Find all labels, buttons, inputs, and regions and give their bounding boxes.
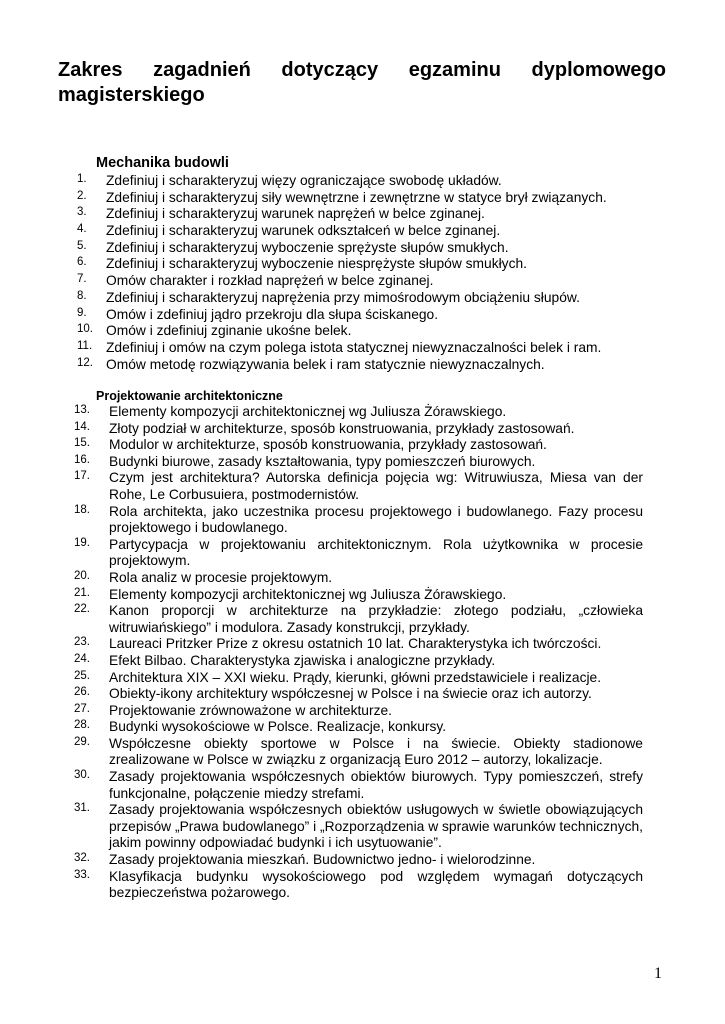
item-number: 28. (74, 719, 90, 732)
item-number: 29. (74, 735, 90, 748)
item-text: Zdefiniuj i omów na czym polega istota statycznej niewyznaczalności belek i ram. (106, 339, 602, 355)
item-text: Omów metodę rozwiązywania belek i ram statycznie niewyznaczalnych. (106, 356, 545, 372)
item-text: Zdefiniuj i scharakteryzuj wyboczenie niesprężyste słupów smukłych. (106, 256, 527, 272)
item-text: Budynki biurowe, zasady kształtowania, typy pomieszczeń biurowych. (109, 453, 536, 469)
list-item (0, 736, 725, 769)
item-text: Modulor w architekturze, sposób konstruowania, przykłady zastosowań. (109, 437, 547, 453)
item-number: 8. (77, 289, 87, 302)
item-text: Zasady projektowania współczesnych obiektów biurowych. Typy pomieszczeń, strefy funkcjonalne, połączenie miedzy strefami. (109, 769, 643, 801)
title-word: zagadnień (153, 59, 251, 81)
item-number: 11. (77, 339, 93, 352)
list-item (0, 340, 725, 357)
list-item (0, 256, 725, 273)
title-word: egzaminu (408, 59, 501, 81)
item-text: Klasyfikacja budynku wysokościowego pod względem wymagań dotyczących bezpieczeństwa pożarowego. (109, 868, 643, 901)
list-item (0, 206, 725, 223)
item-text: Kanon proporcji w architekturze na przykładzie: złotego podziału, „człowieka witruwiańskiego” i modulora. Zasady konstrukcji, przykłady. (109, 603, 643, 635)
list-item (0, 290, 725, 307)
list-item (0, 570, 725, 587)
item-number: 7. (77, 273, 87, 286)
item-text: Złoty podział w architekturze, sposób konstruowania, przykłady zastosowań. (109, 420, 575, 436)
item-number: 12. (77, 356, 93, 369)
item-text: Elementy kompozycji architektonicznej wg Juliusza Żórawskiego. (109, 586, 507, 602)
item-text: Zasady projektowania mieszkań. Budownictwo jedno- i wielorodzinne. (109, 852, 536, 868)
item-text: Czym jest architektura? Autorska definicja pojęcia wg: Witruwiusza, Miesa van der Rohe, Le Corbusuiera, postmodernistów. (109, 470, 643, 502)
item-text: Zasady projektowania współczesnych obiektów usługowych w świetle obowiązujących przepisów „Prawa budowlanego” i „Rozporządzenia w sprawie warunków technicznych, jakim powinny odpowiadać budynki i ich usytuowanie”. (109, 802, 643, 851)
item-number: 18. (74, 503, 90, 516)
list-item (0, 504, 725, 537)
item-number: 3. (77, 206, 87, 219)
item-number: 24. (74, 652, 90, 665)
list-item (0, 719, 725, 736)
list-item (0, 437, 725, 454)
title-word: Zakres (58, 59, 123, 81)
list-item (0, 537, 725, 570)
item-number: 19. (74, 536, 90, 549)
list-item (0, 223, 725, 240)
item-number: 17. (74, 470, 90, 483)
list-item (0, 587, 725, 604)
item-text: Partycypacja w projektowaniu architektonicznym. Rola użytkownika w procesie projektowym. (109, 536, 643, 569)
list-item (0, 323, 725, 340)
list-item (0, 190, 725, 207)
item-text: Zdefiniuj i scharakteryzuj więzy ograniczające swobodę układów. (106, 173, 502, 188)
item-number: 23. (74, 636, 90, 649)
list-item (0, 670, 725, 687)
page-number: 1 (654, 965, 662, 982)
item-text: Architektura XIX – XXI wieku. Prądy, kierunki, główni przedstawiciele i realizacje. (109, 669, 602, 685)
list-item (0, 653, 725, 670)
list-item (0, 421, 725, 438)
item-text: Obiekty-ikony architektury współczesnej w Polsce i na świecie oraz ich autorzy. (109, 686, 592, 702)
item-text: Efekt Bilbao. Charakterystyka zjawiska i analogiczne przykłady. (109, 652, 496, 668)
list-item (0, 703, 725, 720)
list-item (0, 273, 725, 290)
question-list-mechanika (0, 173, 725, 373)
item-number: 22. (74, 603, 90, 616)
item-number: 10. (77, 323, 93, 336)
item-number: 33. (74, 868, 90, 881)
list-item (0, 802, 725, 852)
item-number: 2. (77, 189, 87, 202)
item-number: 26. (74, 686, 90, 699)
item-number: 15. (74, 437, 90, 450)
item-number: 16. (74, 453, 90, 466)
item-number: 21. (74, 586, 90, 599)
list-item (0, 307, 725, 324)
item-text: Rola architekta, jako uczestnika procesu projektowego i budowlanego. Fazy procesu projektowego i budowlanego. (109, 503, 643, 536)
item-number: 27. (74, 702, 90, 715)
item-number: 14. (74, 420, 90, 433)
list-item (0, 357, 725, 374)
item-text: Projektowanie zrównoważone w architekturze. (109, 702, 392, 718)
list-item (0, 454, 725, 471)
document-title (58, 58, 666, 108)
list-item (0, 769, 725, 802)
item-text: Zdefiniuj i scharakteryzuj wyboczenie sprężyste słupów smukłych. (106, 239, 509, 255)
item-number: 9. (77, 306, 87, 319)
list-item (0, 470, 725, 503)
item-number: 1. (77, 173, 87, 185)
list-item (0, 404, 725, 421)
list-item (0, 603, 725, 636)
item-text: Zdefiniuj i scharakteryzuj warunek odkształceń w belce zginanej. (106, 223, 501, 239)
item-number: 31. (74, 802, 90, 815)
item-text: Laureaci Pritzker Prize z okresu ostatnich 10 lat. Charakterystyka ich twórczości. (109, 636, 602, 652)
item-number: 6. (77, 256, 87, 269)
item-text: Zdefiniuj i scharakteryzuj siły wewnętrzne i zewnętrzne w statyce brył związanych. (106, 189, 607, 205)
list-item (0, 869, 725, 902)
list-item (0, 852, 725, 869)
title-line-1 (58, 58, 666, 83)
item-text: Zdefiniuj i scharakteryzuj warunek naprężeń w belce zginanej. (106, 206, 485, 222)
item-text: Współczesne obiekty sportowe w Polsce i na świecie. Obiekty stadionowe zrealizowane w Polsce w związku z organizacją Euro 2012 – autorzy, lokalizacje. (109, 735, 643, 768)
item-number: 25. (74, 669, 90, 682)
item-number: 13. (74, 404, 90, 416)
item-number: 5. (77, 239, 87, 252)
item-text: Zdefiniuj i scharakteryzuj naprężenia przy mimośrodowym obciążeniu słupów. (106, 289, 580, 305)
item-number: 30. (74, 769, 90, 782)
title-word: dyplomowego (531, 59, 666, 81)
item-text: Omów i zdefiniuj zginanie ukośne belek. (106, 323, 352, 339)
item-number: 32. (74, 852, 90, 865)
item-text: Rola analiz w procesie projektowym. (109, 569, 333, 585)
section-heading-projektowanie: Projektowanie architektoniczne (96, 389, 283, 403)
item-text: Budynki wysokościowe w Polsce. Realizacje, konkursy. (109, 719, 447, 735)
title-line-2: magisterskiego (58, 84, 205, 106)
item-text: Omów charakter i rozkład naprężeń w belce zginanej. (106, 273, 434, 289)
item-number: 4. (77, 223, 87, 236)
item-text: Elementy kompozycji architektonicznej wg Juliusza Żórawskiego. (109, 404, 507, 419)
list-item (0, 686, 725, 703)
title-word: dotyczący (281, 59, 379, 81)
section-heading-mechanika: Mechanika budowli (96, 155, 229, 171)
item-text: Omów i zdefiniuj jądro przekroju dla słupa ściskanego. (106, 306, 439, 322)
item-number: 20. (74, 569, 90, 582)
question-list-projektowanie (0, 404, 725, 902)
list-item (0, 240, 725, 257)
list-item (0, 173, 725, 190)
list-item (0, 636, 725, 653)
